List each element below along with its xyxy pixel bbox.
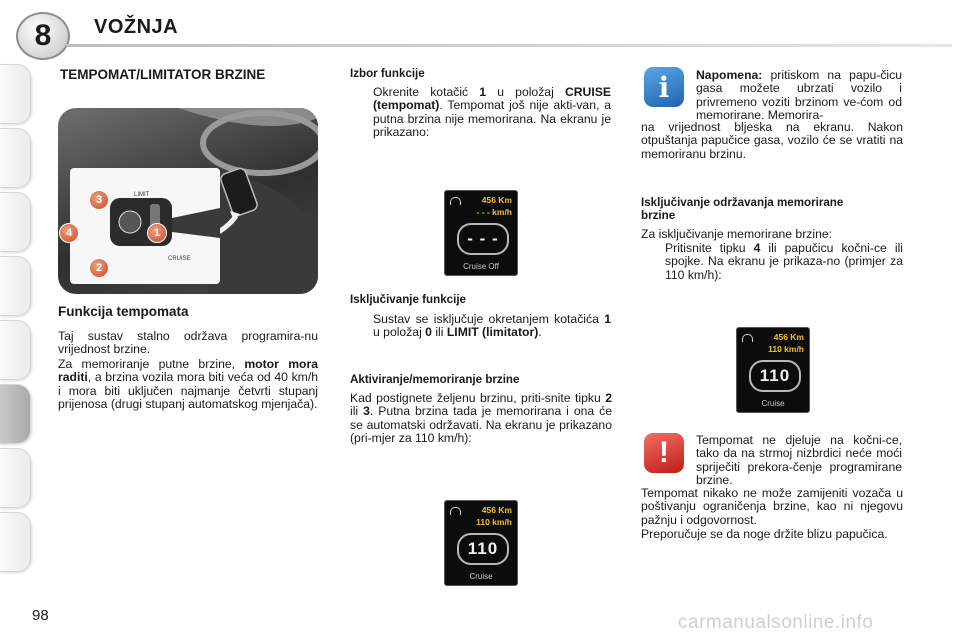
header-divider <box>66 44 952 47</box>
display-cruise-active <box>444 500 518 586</box>
aktiviranje-heading: Aktiviranje/memoriranje brzine <box>350 373 520 386</box>
watermark: carmanualsonline.info <box>678 612 874 633</box>
text: Kad postignete željenu brzinu, priti-snite tipku <box>350 391 606 405</box>
chapter-tab[interactable] <box>0 448 31 508</box>
emphasis: motor mora raditi <box>58 357 319 385</box>
display-cruise-memorised <box>736 327 810 413</box>
text: Za memoriranje putne brzine, <box>58 357 245 371</box>
warning-paragraph-2: Tempomat nikako ne može zamijeniti vozača u poštivanju ograničenja brzine, kao ni njegovu pažnju i odgovornost. <box>641 486 903 527</box>
funkcija-paragraph-2 <box>58 358 318 412</box>
callout-2: 2 <box>89 258 109 278</box>
callout-1: 1 <box>147 223 167 243</box>
text: . Putna brzina tada je memorirana i ona će se automatski održavati. Na ekranu je prikazano (pri-mjer za 110 km/h): <box>350 404 612 446</box>
chapter-tab[interactable] <box>0 192 31 252</box>
svg-text:CRUISE: CRUISE <box>168 256 191 262</box>
text: ili <box>350 404 364 419</box>
izbor-text <box>373 86 611 140</box>
svg-text:LIMIT: LIMIT <box>134 192 150 198</box>
napomena-text-top <box>696 69 902 123</box>
emphasis: CRUISE (tempomat) <box>373 85 611 113</box>
chapter-tab[interactable] <box>0 512 31 572</box>
warning-icon: ! <box>644 433 684 473</box>
text: Okrenite kotačić <box>373 85 480 99</box>
text: . Tempomat još nije akti-van, a putna brzina nije memorirana. Na ekranu je prikazano: <box>373 98 611 140</box>
speedometer-icon <box>742 334 753 342</box>
display-set-speed: 110 km/h <box>476 517 512 527</box>
display-big-speed: 110 <box>749 360 801 392</box>
display-mode: Cruise <box>761 399 785 408</box>
iskl-mem-intro: Za isključivanje memorirane brzine: <box>641 227 833 241</box>
speedometer-icon <box>450 197 461 205</box>
warning-text: Tempomat ne djeluje na kočni-ce, tako da na strmoj nizbrdici neće moći spriječiti prekora-čenje programirane brzine. <box>696 433 902 488</box>
chapter-tab-active[interactable] <box>0 384 31 444</box>
text: Pritisnite tipku <box>665 241 754 255</box>
napomena-label: Napomena: <box>696 68 763 82</box>
aktiviranje-text <box>350 392 612 446</box>
chapter-number-badge: 8 <box>16 12 70 60</box>
emphasis: 0 <box>425 325 432 340</box>
emphasis: 1 <box>479 85 487 99</box>
text: pritiskom na papu-čicu gasa možete ubrzati vozilo i privremeno voziti brzinom ve-ćom od memorirane. Memorira- <box>696 68 902 123</box>
display-big-speed: - - - <box>457 223 509 255</box>
chapter-tab[interactable] <box>0 256 31 316</box>
funkcija-paragraph-1: Taj sustav stalno održava programira-nu vrijednost brzine. <box>58 329 318 357</box>
warning-paragraph-3: Preporučuje se da noge držite blizu papučica. <box>641 527 888 541</box>
chapter-tab[interactable] <box>0 64 31 124</box>
display-odometer: 456 Km <box>481 195 512 205</box>
display-cruise-off <box>444 190 518 276</box>
chapter-tab[interactable] <box>0 128 31 188</box>
text: ili <box>431 325 447 340</box>
text: u položaj <box>373 325 426 340</box>
speedometer-icon <box>450 507 461 515</box>
emphasis: 4 <box>753 241 761 255</box>
info-icon: i <box>644 67 684 107</box>
emphasis: 1 <box>604 312 611 326</box>
text: ili papučicu kočni-ce ili spojke. Na ekranu je prikaza-no (primjer za 110 km/h): <box>665 241 903 282</box>
text: . <box>538 325 542 340</box>
napomena-text-bottom: na vrijednost bljeska na ekranu. Nakon otpuštanja papučice gasa, vozilo će se vratiti na memoriranu brzinu. <box>641 120 903 161</box>
emphasis: 2 <box>605 391 612 405</box>
chapter-tab[interactable] <box>0 320 31 380</box>
page-number: 98 <box>32 607 49 624</box>
iskljucivanje-text <box>373 313 611 340</box>
callout-4: 4 <box>59 223 79 243</box>
display-mode: Cruise <box>469 572 493 581</box>
display-set-speed: - - - km/h <box>476 207 512 217</box>
text: , a brzina vozila mora biti veća od 40 km/h i mora biti uključen najmanje četvrti stupanj prijenosa (drugi stupanj automatskog mjenjača). <box>58 370 318 412</box>
chapter-tab-strip <box>0 64 30 576</box>
iskl-mem-text <box>665 242 903 282</box>
text: Sustav se isključuje okretanjem kotačića <box>373 312 605 326</box>
display-big-speed: 110 <box>457 533 509 565</box>
display-odometer: 456 Km <box>773 332 804 342</box>
funkcija-heading: Funkcija tempomata <box>58 304 189 319</box>
chapter-title: VOŽNJA <box>94 16 179 38</box>
display-set-speed: 110 km/h <box>768 344 804 354</box>
callout-3: 3 <box>89 190 109 210</box>
emphasis: LIMIT (limitator) <box>446 325 539 340</box>
iskljucivanje-heading: Isključivanje funkcije <box>350 293 466 306</box>
cruise-control-stalk-photo <box>58 108 318 294</box>
section-title: TEMPOMAT/LIMITATOR BRZINE <box>60 67 266 82</box>
display-mode: Cruise Off <box>463 262 499 271</box>
iskl-mem-heading: Isključivanje održavanja memorirane brzine <box>641 196 844 222</box>
text: u položaj <box>486 85 565 99</box>
izbor-heading: Izbor funkcije <box>350 67 425 80</box>
display-odometer: 456 Km <box>481 505 512 515</box>
emphasis: 3 <box>363 404 370 419</box>
